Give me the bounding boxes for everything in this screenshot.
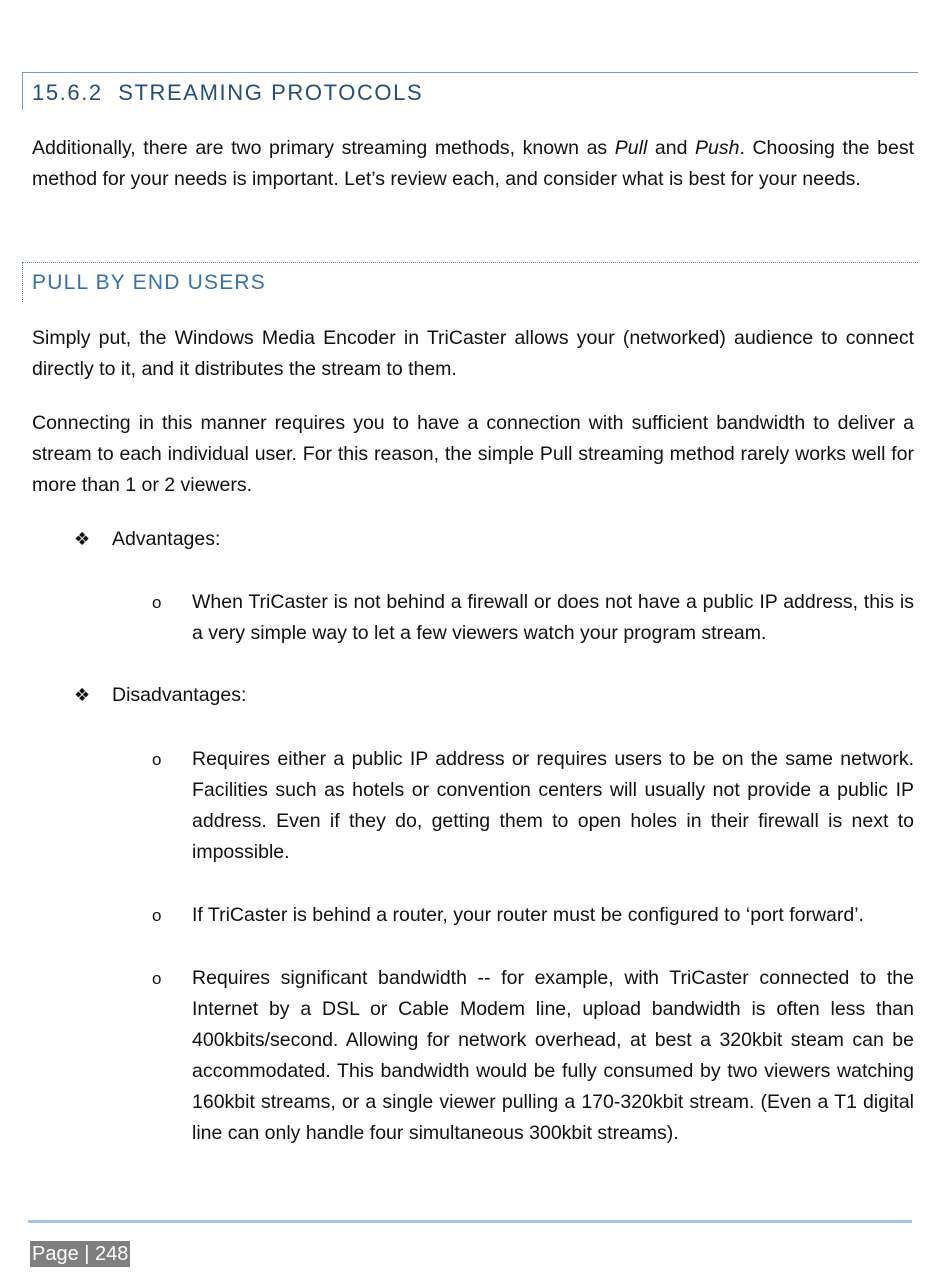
body-paragraph-1: Simply put, the Windows Media Encoder in TriCaster allows your (networked) audience to connect directly to it, and it distributes the stream to them.: [32, 327, 914, 380]
circle-bullet-icon: o: [152, 969, 162, 988]
intro-paragraph: [32, 133, 914, 195]
list-item-text: Requires either a public IP address or requires users to be on the same network. Facilities such as hotels or convention centers will usually not provide a public IP address. Even if they do, getting them to open holes in their firewall is next to impossible.: [192, 748, 914, 863]
intro-pull-term: Pull: [614, 137, 648, 159]
list-item: [152, 963, 914, 1149]
diamond-bullet-icon: ❖: [74, 529, 91, 549]
advantages-label: Advantages:: [112, 528, 221, 550]
page-number: Page | 248: [32, 1243, 129, 1265]
footer-divider: [28, 1220, 912, 1223]
body-paragraph-2: Connecting in this manner requires you to have a connection with sufficient bandwidth to deliver a stream to each individual user. For this reason, the simple Pull streaming method rarely works well for more than 1 or 2 viewers.: [32, 412, 914, 496]
list-item-text: Requires significant bandwidth -- for example, with TriCaster connected to the Internet by a DSL or Cable Modem line, upload bandwidth is often less than 400kbits/second. Allowing for network overhead, at best a 320kbit steam can be accommodated. This bandwidth would be fully consumed by two viewers watching 160kbit streams, or a single viewer pulling a 170-320kbit stream. (Even a T1 digital line can only handle four simultaneous 300kbit streams).: [192, 967, 914, 1144]
diamond-bullet-icon: ❖: [74, 685, 91, 705]
list-item: [152, 900, 914, 931]
subsection-heading: [22, 262, 918, 302]
subsection-title: PULL BY END USERS: [32, 271, 266, 294]
list-item-text: When TriCaster is not behind a firewall or does not have a public IP address, this is a very simple way to let a few viewers watch your program stream.: [192, 591, 914, 644]
circle-bullet-icon: o: [152, 593, 162, 612]
intro-text-and: and: [647, 137, 696, 159]
list-item: [152, 587, 914, 649]
list-item-text: If TriCaster is behind a router, your router must be configured to ‘port forward’.: [192, 904, 864, 926]
intro-push-term: Push: [695, 137, 740, 159]
disadvantages-label: Disadvantages:: [112, 684, 247, 706]
circle-bullet-icon: o: [152, 906, 162, 925]
section-number: 15.6.2: [32, 80, 103, 105]
list-item: [152, 744, 914, 868]
section-heading: [22, 72, 918, 110]
circle-bullet-icon: o: [152, 750, 162, 769]
section-title: STREAMING PROTOCOLS: [118, 80, 424, 105]
intro-text-a: Additionally, there are two primary streaming methods, known as: [32, 137, 615, 159]
intro-text-b: . Choosing the best method for your needs is important. Let’s review each, and consider what is best for your needs.: [32, 137, 915, 190]
